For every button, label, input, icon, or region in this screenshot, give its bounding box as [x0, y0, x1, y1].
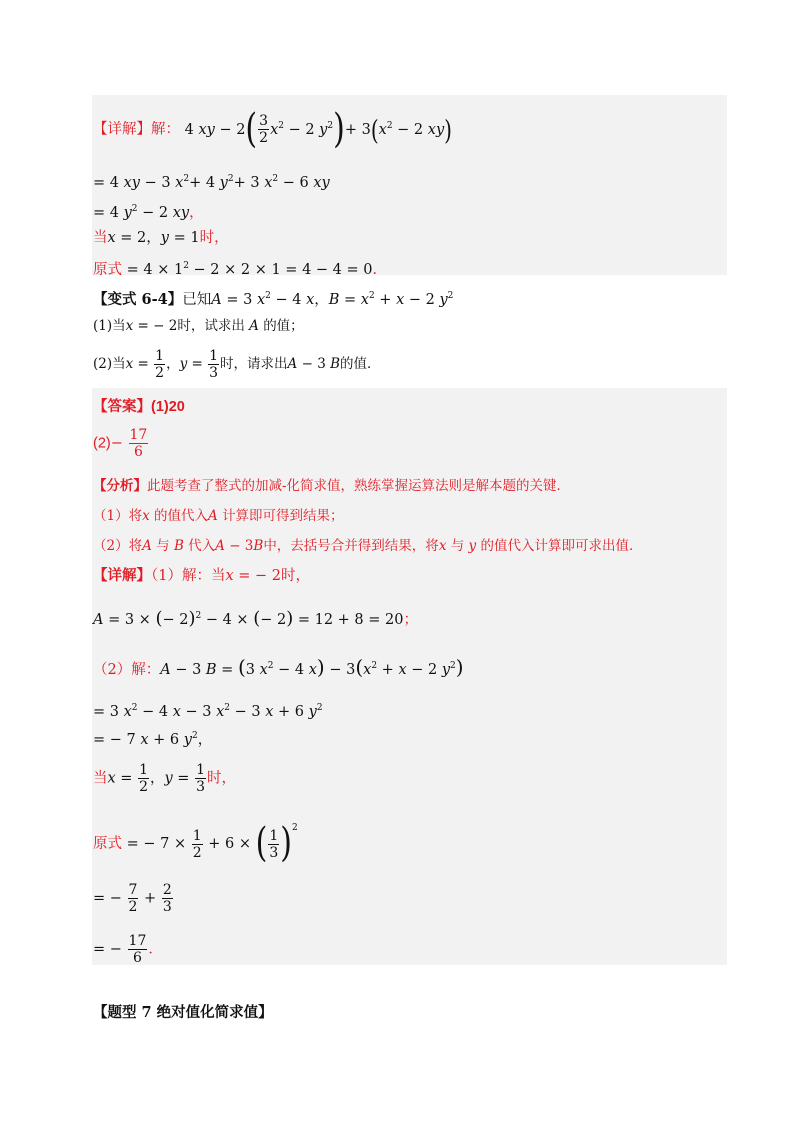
when-line-2: 当x = $\frac{1}{2}$ ，y = $\frac{1}{3}$ 时， — [93, 762, 236, 795]
expr-line-2: = 4 xy − 3 $x^2+ 4$ $y^2+ 3$ $x^2 - 6$ xy — [93, 174, 330, 191]
detail-label-2: 【详解】 — [93, 567, 151, 584]
expression-1: 4 xy − 2( $\frac{3}{2}$ $x^2 - 2$ $y^2)+ 3(x^2 - 2$ xy) — [184, 105, 452, 153]
question-1: (1)当x = − 2时，试求出 A 的值； — [93, 318, 304, 334]
analysis-line: 【分析】此题考查了整式的加减-化简求值，熟练掌握运算法则是解本题的关键． — [93, 478, 571, 494]
question-2: (2)当x = $\frac{1}{2}$ ，y = $\frac{1}{3}$ 时，请求出A − 3 B的值． — [93, 348, 381, 381]
answer-label: 【答案】 — [93, 398, 151, 415]
original-line-1: 原式 = $4 \times 1^2 - 2 \times 2 \times 1 = 4 - 4 = 0$． — [93, 261, 387, 278]
answer-line-1: 【答案】(1)20 — [93, 398, 185, 415]
detail-expr-2: （2）解：A − 3 B = (3 $x^2 - 4$ $x) - 3(x^2 + x - 2$ $y^2$) — [93, 654, 464, 679]
detail-expr-3: = 3 $x^2 - 4$ x − 3 $x^2 - 3$ x + 6 $y^2$ — [93, 703, 323, 720]
variant-line: 【变式 6-4】已知A = 3 $x^2 - 4$ x，$B = x^2 + x - 2$ $y^2$ — [93, 290, 454, 308]
analysis-label: 【分析】 — [93, 478, 147, 494]
analysis-step-1: （1）将x 的值代入A 计算即可得到结果； — [93, 508, 344, 524]
variant-label: 【变式 6-4】 — [93, 290, 183, 308]
detail-expr-1: A = 3 × (− 2)$^2$ − 4 × (− 2) = 12 + 8 = 20； — [93, 607, 418, 629]
detail-label: 【详解】 — [93, 121, 151, 138]
answer-line-2: (2)− $\frac{17}{6}$ — [93, 427, 148, 460]
detail-line-2: 【详解】（1）解：当x = − 2时， — [93, 567, 311, 584]
expr-line-3: = 4 $y^2 - 2$ xy， — [93, 204, 204, 221]
detail-line-1 — [93, 105, 452, 153]
result-line-1: = − $\frac{7}{2}$ + $\frac{2}{3}$ — [93, 882, 172, 915]
topic-heading: 【题型 7 绝对值化简求值】 — [93, 1004, 273, 1021]
original-line-2: 原式 = − 7 × $\frac{1}{2}$ + 6 × ( $\frac{1}{3}$ )$^2$ — [93, 819, 298, 867]
analysis-step-2: （2）将A 与 B 代入A − 3B中，去括号合并得到结果，将x 与 y 的值代入计算即可求出值． — [93, 538, 643, 554]
when-line-1: 当x = 2，y = 1时， — [93, 230, 229, 246]
solve-label: 解： — [151, 121, 180, 138]
result-line-2: = − $\frac{17}{6}$ ． — [93, 933, 163, 966]
detail-expr-4: = − 7 x + 6 $y^2$， — [93, 731, 213, 748]
